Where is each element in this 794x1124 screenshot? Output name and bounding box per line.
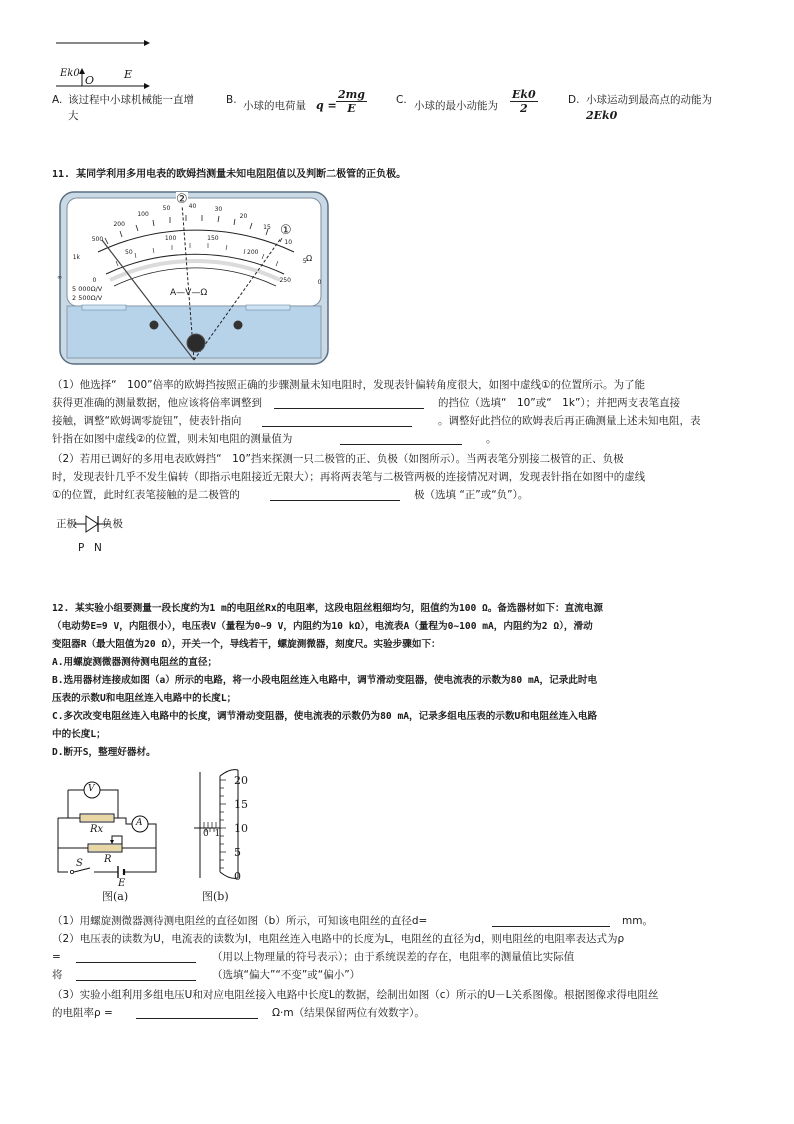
emf-label: E xyxy=(118,878,126,889)
scale-tick-label: 200 xyxy=(247,249,259,257)
diode-n-label: N xyxy=(94,542,102,554)
diode-p-label: P xyxy=(78,542,85,554)
q10-field-label: E xyxy=(124,68,133,81)
scale-tick-label: 50 xyxy=(162,204,171,212)
option-letter: D. xyxy=(568,94,580,106)
scale-tick-label: 200 xyxy=(113,221,125,229)
meter-spec-1: 5 000Ω/V xyxy=(72,285,103,293)
answer-blank[interactable] xyxy=(76,951,196,963)
fraction xyxy=(336,88,367,115)
q12-sub3-line2a: 的电阻率ρ = xyxy=(52,1007,113,1019)
scale-tick-label: 5 xyxy=(302,257,307,265)
answer-blank[interactable] xyxy=(136,1007,258,1019)
scale-tick-label: 30 xyxy=(214,205,223,213)
answer-blank[interactable] xyxy=(270,489,400,501)
thimble-tick-label: 20 xyxy=(234,774,248,787)
multimeter-figure xyxy=(58,190,330,366)
numerator: 2mg xyxy=(338,88,365,101)
meter-center-label: A—V—Ω xyxy=(170,288,208,298)
ohm-symbol: Ω xyxy=(306,254,313,263)
option-text: 小球运动到最高点的动能为 xyxy=(586,94,712,106)
option-expr: q = xyxy=(316,99,337,112)
diode-positive-label: 正极 xyxy=(56,518,77,530)
numerator: Ek0 xyxy=(512,88,536,101)
q12-step-b1: B.选用器材连接成如图（a）所示的电路，将一小段电阻丝连入电路中，调节滑动变阻器，使电流表的示数为80 mA，记录此时电 xyxy=(52,675,598,686)
q11-p1-line2a: 获得更准确的测量数据，他应该将倍率调整到 xyxy=(52,397,262,409)
q11-p1-line4b: 。 xyxy=(486,433,497,445)
scale-tick-label: 100 xyxy=(137,210,149,218)
needle-mark-2: ② xyxy=(176,192,188,207)
q10-figure xyxy=(52,34,152,94)
q12-sub2-line1: （2）电压表的读数为U，电流表的读数为I，电阻丝连入电路中的长度为L，电阻丝的直径为d，则电阻丝的电阻率表达式为ρ xyxy=(52,933,625,945)
scale-tick-label: 50 xyxy=(125,249,133,257)
q12-sub3-line1: （3）实验小组利用多组电压U和对应电阻丝接入电路中长度L的数据，绘制出如图（c）所示的U－L关系图像。根据图像求得电阻丝 xyxy=(52,989,659,1001)
thimble-tick-label: 0 xyxy=(234,870,241,883)
q12-sub3-line2b: Ω·m（结果保留两位有效数字）。 xyxy=(272,1007,425,1019)
option-letter: A. xyxy=(52,94,63,106)
answer-blank[interactable] xyxy=(76,969,196,981)
answer-blank[interactable] xyxy=(340,433,462,445)
scale-tick-label: 15 xyxy=(263,224,271,232)
q12-sub2-line3a: 将 xyxy=(52,969,63,981)
q11-p1-line3a: 接触，调整“欧姆调零旋钮”，使表针指向 xyxy=(52,415,242,427)
answer-blank[interactable] xyxy=(274,397,424,409)
denominator: 2 xyxy=(520,102,528,115)
thimble-tick-label: 10 xyxy=(234,822,248,835)
option-letter: B. xyxy=(226,94,237,106)
q12-sub1b: mm。 xyxy=(622,915,653,927)
needle-mark-1: ① xyxy=(280,223,292,238)
q12-step-b2: 压表的示数U和电阻丝连入电路中的长度L； xyxy=(52,693,237,704)
scale-tick-label: 0 xyxy=(92,276,97,284)
q12-step-c1: C.多次改变电阻丝连入电路中的长度，调节滑动变阻器，使电流表的示数仍为80 mA，记录多组电压表的示数U和电阻丝连入电路 xyxy=(52,711,598,722)
q11-p1-line4a: 针指在如图中虚线②的位置，则未知电阻的测量值为 xyxy=(52,433,293,445)
scale-tick-label: 100 xyxy=(164,234,177,242)
diode-figure xyxy=(52,512,132,558)
scale-tick-label: 1k xyxy=(72,253,81,261)
thimble-tick-label: 5 xyxy=(234,846,241,859)
circuit-figure-a xyxy=(50,774,170,906)
q12-line1: 12. 某实验小组要测量一段长度约为1 m的电阻丝Rx的电阻率，这段电阻丝粗细均匀，阻值约为100 Ω。备选器材如下：直流电源 xyxy=(52,603,603,614)
scale-tick-label: 150 xyxy=(207,234,219,242)
q11-p2-line3a: ①的位置，此时红表笔接触的是二极管的 xyxy=(52,489,240,501)
option-letter: C. xyxy=(396,94,407,106)
main-scale-label: 0 1 xyxy=(203,829,221,839)
switch-label: S xyxy=(76,858,83,869)
option-text: 大 xyxy=(68,110,79,122)
q12-sub2-line2b: （用以上物理量的符号表示）；由于系统误差的存在，电阻率的测量值比实际值 xyxy=(212,951,575,963)
q12-step-d: D.断开S，整理好器材。 xyxy=(52,747,156,758)
rheostat-label: R xyxy=(104,854,112,865)
scale-tick-label: 0 xyxy=(317,279,322,286)
fig-a-caption: 图(a) xyxy=(102,890,129,903)
q11-p1-line3b: 。调整好此挡位的欧姆表后再正确测量上述未知电阻，表 xyxy=(438,415,701,427)
option-text: 小球的电荷量 xyxy=(243,100,306,112)
q12-line2: （电动势E=9 V，内阻很小），电压表V（量程为0~9 V，内阻约为10 kΩ），电流表A（量程为0~100 mA，内阻约为2 Ω），滑动 xyxy=(52,621,593,632)
q12-step-a: A.用螺旋测微器测待测电阻丝的直径； xyxy=(52,657,218,668)
denominator: E xyxy=(347,102,356,115)
q11-p1-line2b: 的挡位（选填“ 10”或“ 1k”）；并把两支表笔直接 xyxy=(438,397,681,409)
scale-tick-label: 500 xyxy=(91,235,104,243)
option-text: 小球的最小动能为 xyxy=(414,100,498,112)
q11-p2-line3b: 极（选填 “正”或“负”）。 xyxy=(414,489,529,501)
scale-tick-label: 20 xyxy=(239,212,248,220)
answer-blank[interactable] xyxy=(262,415,412,427)
ammeter-label: A xyxy=(136,818,143,828)
diode-negative-label: 负极 xyxy=(102,518,123,530)
q12-sub2-line2a: = xyxy=(52,951,61,963)
fraction xyxy=(510,88,538,115)
scale-tick-label: 10 xyxy=(284,239,293,247)
q12-sub2-line3b: （选填“偏大”“不变”或“偏小”） xyxy=(212,969,361,981)
micrometer-figure-b xyxy=(190,766,270,906)
scale-tick-label: ∞ xyxy=(57,274,63,282)
q11-p2-line2: 时，发现表针几乎不发生偏转（即指示电阻接近无限大）；再将两表笔与二极管两极的连接情况对调，发现表针指在如图中的虚线 xyxy=(52,471,646,483)
scale-tick-label: 40 xyxy=(188,203,197,211)
q11-p1-line1: （1）他选择“ 100”倍率的欧姆挡按照正确的步骤测量未知电阻时，发现表针偏转角度很大，如图中虚线①的位置所示。为了能 xyxy=(52,379,646,391)
option-value: 2Ek0 xyxy=(586,109,618,122)
rx-label: Rx xyxy=(90,824,104,835)
q12-step-c2: 中的长度L； xyxy=(52,729,106,740)
meter-spec-2: 2 500Ω/V xyxy=(72,294,103,302)
option-text: 该过程中小球机械能一直增 xyxy=(68,94,194,106)
q10-ek0-label: Ek0 xyxy=(60,68,80,79)
q11-title: 11. 某同学利用多用电表的欧姆挡测量未知电阻阻值以及判断二极管的正负极。 xyxy=(52,169,407,180)
q12-sub1a: （1）用螺旋测微器测待测电阻丝的直径如图（b）所示，可知该电阻丝的直径d= xyxy=(52,915,428,927)
voltmeter-label: V xyxy=(88,784,95,794)
thimble-tick-label: 15 xyxy=(234,798,248,811)
q11-p2-line1: （2）若用已调好的多用电表欧姆挡“ 10”挡来探测一只二极管的正、负极（如图所示）。当两表笔分别接二极管的正、负极 xyxy=(52,453,624,465)
fig-b-caption: 图(b) xyxy=(202,890,229,903)
scale-tick-label: 250 xyxy=(279,276,291,284)
q10-origin-label: O xyxy=(85,74,95,87)
q12-line3: 变阻器R（最大阻值为20 Ω），开关一个，导线若干，螺旋测微器，刻度尺。实验步骤如下： xyxy=(52,639,441,650)
answer-blank[interactable] xyxy=(492,915,610,927)
